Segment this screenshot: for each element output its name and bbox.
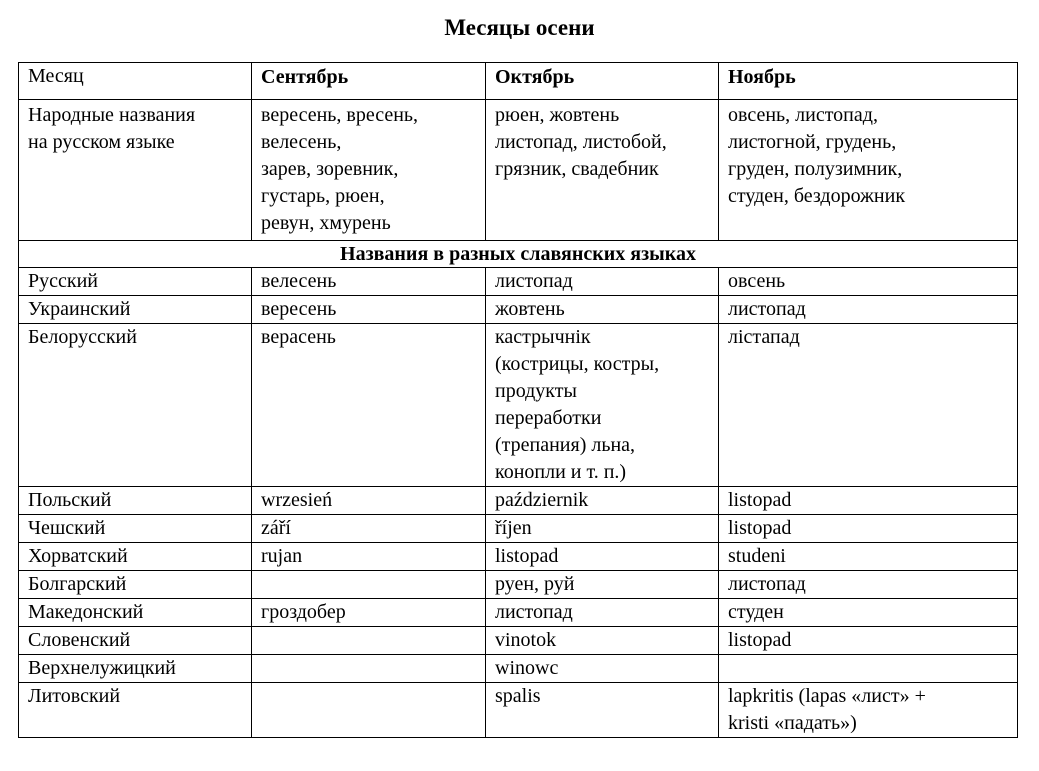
- folk-oct-line: грязник, свадебник: [495, 158, 659, 180]
- page-title: Месяцы осени: [444, 15, 595, 40]
- language-name: Македонский: [19, 599, 252, 627]
- language-name: Литовский: [19, 683, 252, 738]
- folk-nov-line: студен, бездорожник: [728, 185, 906, 207]
- cell-november: listopad: [719, 627, 1018, 655]
- cell-november: studeni: [719, 543, 1018, 571]
- cell-october: spalis: [486, 683, 719, 738]
- section-heading: Названия в разных славянских языках: [19, 241, 1018, 268]
- language-name: Украинский: [19, 296, 252, 324]
- language-name: Польский: [19, 487, 252, 515]
- folk-sep-line: вересень, вресень,: [261, 104, 419, 126]
- cell-october-line: конопли и т. п.): [495, 461, 627, 483]
- table-row: [19, 683, 1018, 738]
- language-name: Русский: [19, 268, 252, 296]
- cell-november: овсень: [719, 268, 1018, 296]
- header-november: [719, 63, 1018, 100]
- section-heading-row: [19, 241, 1018, 268]
- cell-november-line: kristi «падать»): [728, 712, 857, 734]
- cell-september: [252, 655, 486, 683]
- cell-september: [252, 571, 486, 599]
- folk-names-row: [19, 100, 1018, 241]
- cell-october: жовтень: [486, 296, 719, 324]
- cell-october: październik: [486, 487, 719, 515]
- cell-september: rujan: [252, 543, 486, 571]
- folk-nov-line: овсень, листопад,: [728, 104, 878, 126]
- cell-september: [252, 683, 486, 738]
- folk-label-line: на русском языке: [28, 131, 175, 153]
- folk-label-line: Народные названия: [28, 104, 196, 126]
- folk-sep-line: ревун, хмурень: [261, 212, 391, 234]
- table-row: [19, 543, 1018, 571]
- cell-october: winowc: [486, 655, 719, 683]
- cell-october: [486, 324, 719, 487]
- table-row: [19, 627, 1018, 655]
- cell-september: [252, 627, 486, 655]
- cell-october: руен, руй: [486, 571, 719, 599]
- header-october: [486, 63, 719, 100]
- folk-oct-line: рюен, жовтень: [495, 104, 620, 126]
- cell-november: [719, 683, 1018, 738]
- folk-sep-line: густарь, рюен,: [261, 185, 385, 207]
- table-row: [19, 655, 1018, 683]
- folk-oct-line: листопад, листобой,: [495, 131, 667, 153]
- cell-september: вересень: [252, 296, 486, 324]
- language-name: Белорусский: [19, 324, 252, 487]
- cell-november: listopad: [719, 487, 1018, 515]
- table-row: [19, 296, 1018, 324]
- header-october-text: Октябрь: [495, 66, 575, 88]
- cell-september: верасень: [252, 324, 486, 487]
- cell-october-line: кастрычнік: [495, 326, 591, 348]
- language-name: Словенский: [19, 627, 252, 655]
- autumn-months-table: [18, 62, 1018, 738]
- cell-november: студен: [719, 599, 1018, 627]
- folk-nov-line: листогной, грудень,: [728, 131, 897, 153]
- folk-names-november: [719, 100, 1018, 241]
- folk-names-september: [252, 100, 486, 241]
- cell-october-line: продукты: [495, 380, 577, 402]
- table-row: [19, 324, 1018, 487]
- cell-november: листопад: [719, 296, 1018, 324]
- folk-names-october: [486, 100, 719, 241]
- cell-november: listopad: [719, 515, 1018, 543]
- cell-september: wrzesień: [252, 487, 486, 515]
- cell-september: гроздобер: [252, 599, 486, 627]
- folk-nov-line: груден, полузимник,: [728, 158, 903, 180]
- table-row: [19, 571, 1018, 599]
- table-row: [19, 268, 1018, 296]
- cell-november: [719, 655, 1018, 683]
- cell-october: říjen: [486, 515, 719, 543]
- header-september: [252, 63, 486, 100]
- folk-sep-line: зарев, зоревник,: [261, 158, 399, 180]
- cell-october: vinotok: [486, 627, 719, 655]
- table-header-row: [19, 63, 1018, 100]
- header-november-text: Ноябрь: [728, 66, 796, 88]
- cell-november: листопад: [719, 571, 1018, 599]
- language-name: Хорватский: [19, 543, 252, 571]
- language-name: Болгарский: [19, 571, 252, 599]
- table-row: [19, 599, 1018, 627]
- cell-september: září: [252, 515, 486, 543]
- header-september-text: Сентябрь: [261, 66, 349, 88]
- table-row: [19, 487, 1018, 515]
- cell-november: лістапад: [719, 324, 1018, 487]
- header-month-label: Месяц: [19, 63, 252, 100]
- cell-october: listopad: [486, 543, 719, 571]
- folk-names-label: [19, 100, 252, 241]
- cell-november-line: lapkritis (lapas «лист» +: [728, 685, 926, 707]
- cell-october-line: (трепания) льна,: [495, 434, 636, 456]
- cell-october: листопад: [486, 268, 719, 296]
- language-name: Верхнелужицкий: [19, 655, 252, 683]
- cell-october: листопад: [486, 599, 719, 627]
- cell-september: велесень: [252, 268, 486, 296]
- cell-october-line: (кострицы, костры,: [495, 353, 660, 375]
- cell-october-line: переработки: [495, 407, 602, 429]
- folk-sep-line: велесень,: [261, 131, 342, 153]
- table-row: [19, 515, 1018, 543]
- language-name: Чешский: [19, 515, 252, 543]
